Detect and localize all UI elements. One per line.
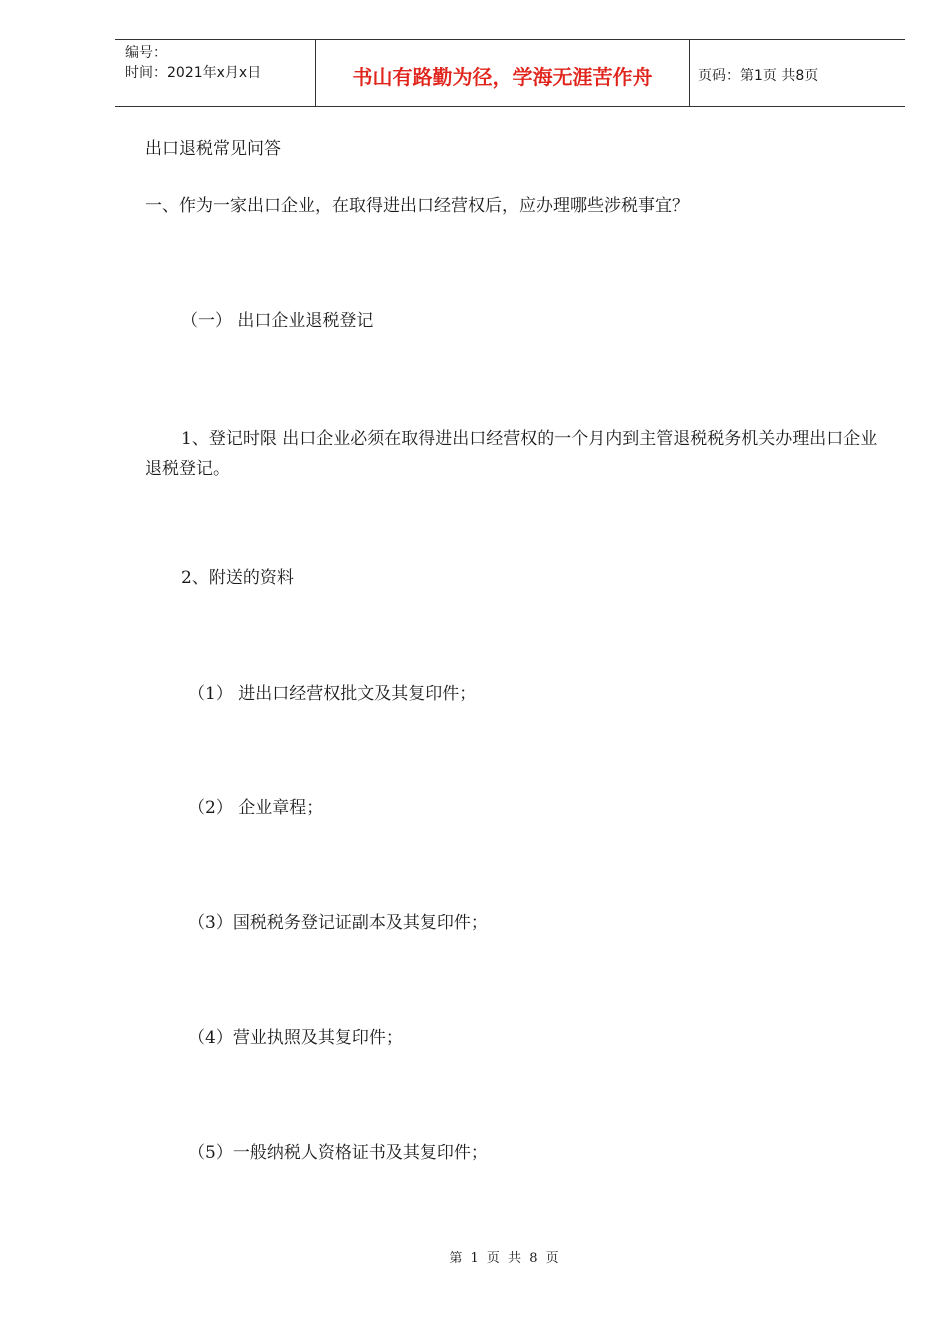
list-item: （3）国税税务登记证副本及其复印件； xyxy=(188,913,488,933)
document-title: 出口退税常见问答 xyxy=(145,139,281,159)
list-item: （5）一般纳税人资格证书及其复印件； xyxy=(188,1143,488,1163)
registration-deadline-paragraph: 1、登记时限 出口企业必须在取得进出口经营权的一个月内到主管退税税务机关办理出口企业退税登记。 xyxy=(145,429,878,479)
list-item: （2） 企业章程； xyxy=(188,798,324,818)
date-label: 时间：2021年x月x日 xyxy=(125,65,262,81)
document-header xyxy=(115,39,905,107)
header-meta-cell xyxy=(115,40,316,106)
serial-number-label: 编号： xyxy=(125,45,167,61)
list-item: （4）营业执照及其复印件； xyxy=(188,1028,403,1048)
question-heading: 一、作为一家出口企业，在取得进出口经营权后，应办理哪些涉税事宜？ xyxy=(145,196,689,216)
header-motto: 书山有路勤为径，学海无涯苦作舟 xyxy=(316,40,690,106)
section-heading: （一） 出口企业退税登记 xyxy=(181,311,374,331)
list-item: （1） 进出口经营权批文及其复印件； xyxy=(188,684,477,704)
attached-materials-heading: 2、附送的资料 xyxy=(181,568,294,588)
header-page-info: 页码：第1页 共8页 xyxy=(698,68,819,84)
page-footer: 第 1 页 共 8 页 xyxy=(449,1251,561,1266)
